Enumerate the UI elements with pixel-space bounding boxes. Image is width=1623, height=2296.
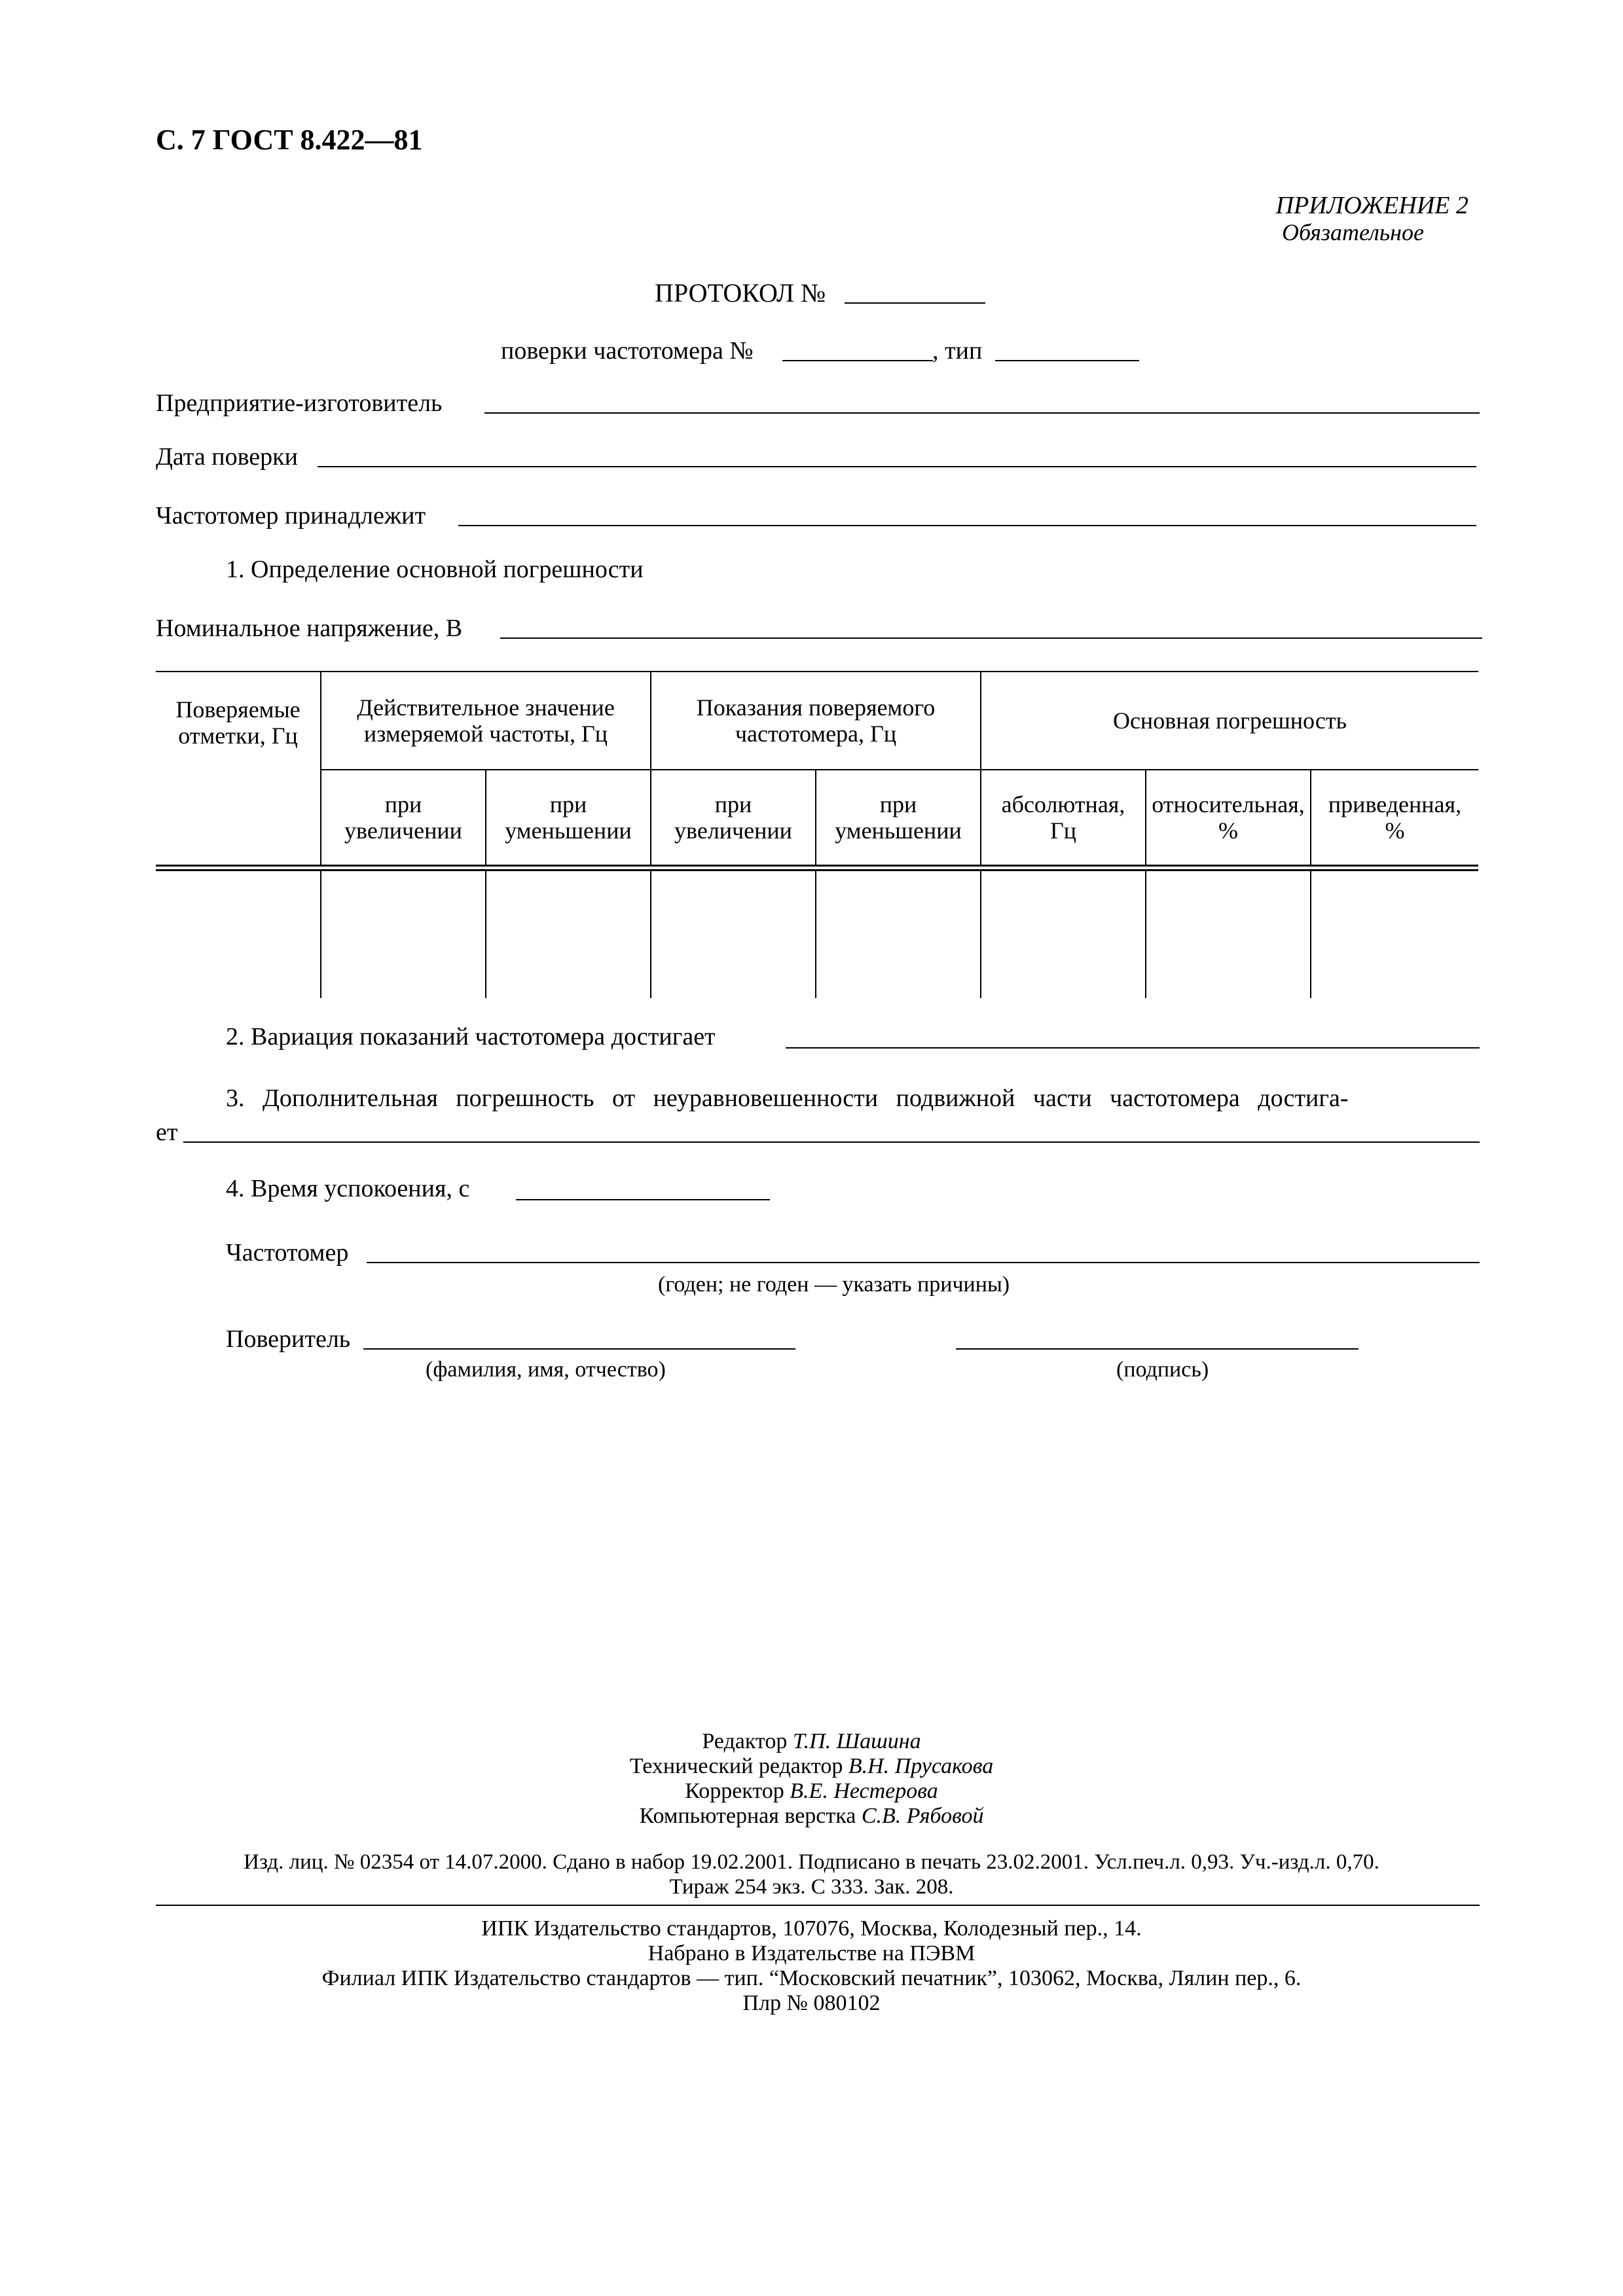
verdict-label: Частотомер [226,1239,349,1266]
data-cell-actual-inc[interactable] [321,870,486,998]
verdict-hint: (годен; не годен — указать причины) [658,1272,1010,1297]
verifier-hint-name: (фамилия, имя, отчество) [426,1357,666,1382]
group-actual-header [321,672,651,770]
sub-error-red [1311,770,1478,865]
group-readings-header [651,672,981,770]
sub-error-abs [981,770,1146,865]
group-error-header-text: Основная погрешность [1112,708,1347,734]
credit-editor [0,1729,1623,1754]
verifier-label: Поверитель [226,1325,351,1353]
credit-tech [0,1754,1623,1779]
verifier-name-line[interactable] [363,1348,795,1350]
imprint-divider [156,1905,1480,1906]
protocol-subtitle-a: поверки частотомера № [501,337,754,365]
section2-line[interactable] [786,1047,1480,1049]
credit-layout-label: Компьютерная верстка [639,1804,856,1828]
imprint-line6: Плр № 080102 [742,1991,881,2015]
nominal-voltage-line[interactable] [500,637,1482,639]
sub-error-red-text: приведенная, % [1328,791,1462,844]
data-cell-readings-inc[interactable] [651,870,816,998]
appendix-title: ПРИЛОЖЕНИЕ 2 [1275,192,1468,219]
data-cell-marks[interactable] [156,870,321,998]
manufacturer-label: Предприятие-изготовитель [156,389,443,417]
credit-layout-name: С.В. Рябовой [861,1804,984,1828]
sub-actual-dec-text: при уменьшении [505,791,632,844]
group-readings-header-text: Показания поверяемого частотомера, Гц [696,694,936,747]
imprint-line2: Тираж 254 экз. С 333. Зак. 208. [669,1875,954,1899]
col-marks-header-text: Поверяемые отметки, Гц [175,696,301,749]
data-cell-error-abs[interactable] [981,870,1146,998]
imprint-line5: Филиал ИПК Издательство стандартов — тип. “Московский печатник”, 103062, Москва, Лялин пер., 6. [321,1966,1302,1990]
date-line[interactable] [318,466,1476,467]
credit-tech-name: В.Н. Прусакова [848,1754,994,1778]
verifier-hint-sign: (подпись) [1116,1357,1209,1382]
sub-actual-inc [321,770,486,865]
credit-editor-label: Редактор [702,1729,788,1753]
protocol-subtitle-b: , тип [932,337,983,365]
credit-layout [0,1804,1623,1829]
section3-text-line1: 3. Дополнительная погрешность от неуравновешенности подвижной части частотомера достига- [226,1085,1349,1112]
credit-corrector-label: Корректор [685,1779,784,1803]
table-double-rule [156,865,1478,870]
nominal-voltage-label: Номинальное напряжение, В [156,615,463,642]
sub-readings-inc [651,770,816,865]
data-cell-error-red[interactable] [1311,870,1478,998]
group-actual-header-text: Действительное значение измеряемой частоты, Гц [357,694,615,747]
sub-error-rel [1146,770,1311,865]
imprint-line4: Набрано в Издательстве на ПЭВМ [647,1941,976,1965]
data-cell-actual-dec[interactable] [486,870,651,998]
page-header: С. 7 ГОСТ 8.422—81 [156,124,423,156]
owner-label: Частотомер принадлежит [156,502,426,529]
section4-line[interactable] [516,1199,770,1200]
data-cell-readings-dec[interactable] [816,870,981,998]
section1-heading: 1. Определение основной погрешности [226,556,644,583]
section4-text: 4. Время успокоения, с [226,1175,470,1202]
meter-number-line[interactable] [782,360,933,361]
section2-text: 2. Вариация показаний частотомера достигает [226,1023,716,1050]
credit-corrector-name: В.Е. Нестерова [790,1779,938,1803]
section3-line[interactable] [183,1141,1480,1143]
imprint-top [0,1850,1623,1899]
credit-corrector [0,1779,1623,1804]
appendix-subtitle: Обязательное [1282,219,1424,245]
verifier-sign-line[interactable] [956,1348,1359,1350]
section3-text-line2: ет [156,1119,178,1146]
sub-readings-dec [816,770,981,865]
group-error-header [981,672,1478,770]
owner-line[interactable] [458,525,1476,526]
date-label: Дата поверки [156,443,298,471]
credit-editor-name: Т.П. Шашина [792,1729,921,1753]
credit-tech-label: Технический редактор [629,1754,843,1778]
sub-actual-dec [486,770,651,865]
col-marks-header [156,672,321,865]
credits [0,1729,1623,1829]
imprint-line1: Изд. лиц. № 02354 от 14.07.2000. Сдано в набор 19.02.2001. Подписано в печать 23.02.2001. Усл.печ.л. 0,93. Уч.-изд.л. 0,70. [244,1850,1379,1874]
protocol-table [156,671,1478,998]
imprint-line3: ИПК Издательство стандартов, 107076, Москва, Колодезный пер., 14. [481,1916,1142,1941]
protocol-title: ПРОТОКОЛ № [655,278,826,308]
sub-actual-inc-text: при увеличении [344,791,462,844]
sub-error-abs-text: абсолютная, Гц [1001,791,1125,844]
meter-type-line[interactable] [995,360,1139,361]
sub-readings-dec-text: при уменьшении [835,791,962,844]
sub-error-rel-text: относительная, % [1152,791,1305,844]
manufacturer-line[interactable] [484,412,1480,414]
sub-readings-inc-text: при увеличении [674,791,792,844]
data-cell-error-rel[interactable] [1146,870,1311,998]
verdict-line[interactable] [367,1262,1480,1263]
protocol-number-line[interactable] [845,302,985,304]
imprint-bottom [0,1916,1623,2016]
